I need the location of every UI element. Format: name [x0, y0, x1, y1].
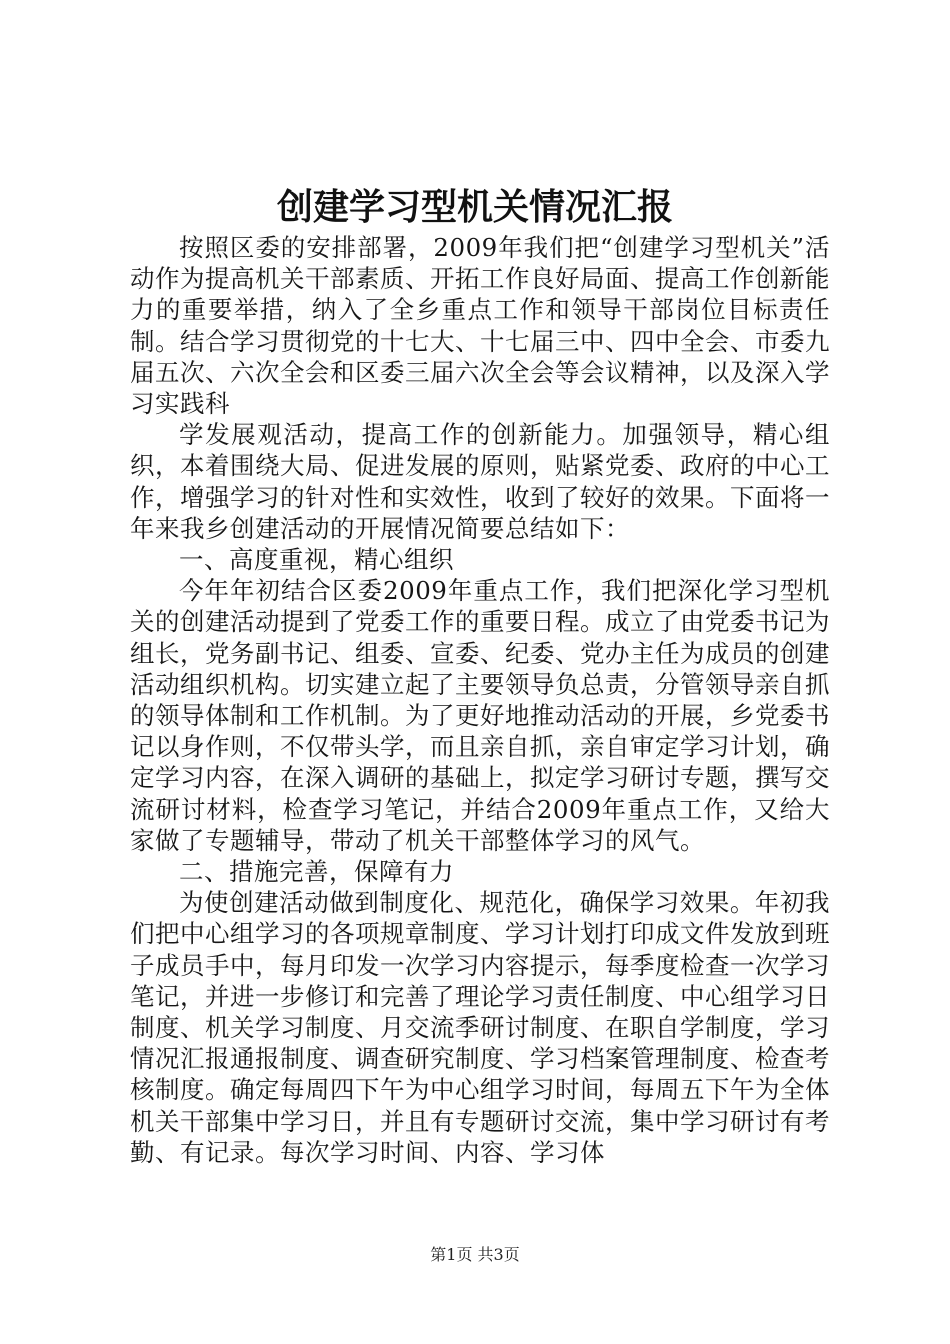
paragraph: 今年年初结合区委2009年重点工作，我们把深化学习型机关的创建活动提到了党委工作的重要日程。成立了由党委书记为组长，党务副书记、组委、宣委、纪委、党办主任为成员的创建活动组织机构。切实建立起了主要领导负总责，分管领导亲自抓的领导体制和工作机制。为了更好地推动活动的开展，乡党委书记以身作则，不仅带头学，而且亲自抓，亲自审定学习计划，确定学习内容，在深入调研的基础上，拟定学习研讨专题，撰写交流研讨材料，检查学习笔记，并结合2009年重点工作，又给大家做了专题辅导，带动了机关干部整体学习的风气。 — [130, 576, 830, 855]
section-heading: 二、措施完善，保障有力 — [179, 857, 454, 887]
document-title: 创建学习型机关情况汇报 — [276, 186, 673, 228]
page-number: 第1页 共3页 — [430, 1245, 520, 1264]
paragraph: 按照区委的安排部署，2009年我们把“创建学习型机关”活动作为提高机关干部素质、开拓工作良好局面、提高工作创新能力的重要举措，纳入了全乡重点工作和领导干部岗位目标责任制。结合学习贯彻党的十七大、十七届三中、四中全会、市委九届五次、六次全会和区委三届六次全会等会议精神，以及深入学习实践科 — [130, 233, 830, 419]
paragraph: 为使创建活动做到制度化、规范化，确保学习效果。年初我们把中心组学习的各项规章制度、学习计划打印成文件发放到班子成员手中，每月印发一次学习内容提示，每季度检查一次学习笔记，并进一步修订和完善了理论学习责任制度、中心组学习日制度、机关学习制度、月交流季研讨制度、在职自学制度，学习情况汇报通报制度、调查研究制度、学习档案管理制度、检查考核制度。确定每周四下午为中心组学习时间，每周五下午为全体机关干部集中学习日，并且有专题研讨交流，集中学习研讨有考勤、有记录。每次学习时间、内容、学习体 — [130, 888, 830, 1167]
paragraph: 学发展观活动，提高工作的创新能力。加强领导，精心组织，本着围绕大局、促进发展的原则，贴紧党委、政府的中心工作，增强学习的针对性和实效性，收到了较好的效果。下面将一年来我乡创建活动的开展情况简要总结如下： — [130, 420, 830, 543]
section-heading: 一、高度重视，精心组织 — [179, 545, 454, 575]
document-body — [130, 232, 830, 1168]
